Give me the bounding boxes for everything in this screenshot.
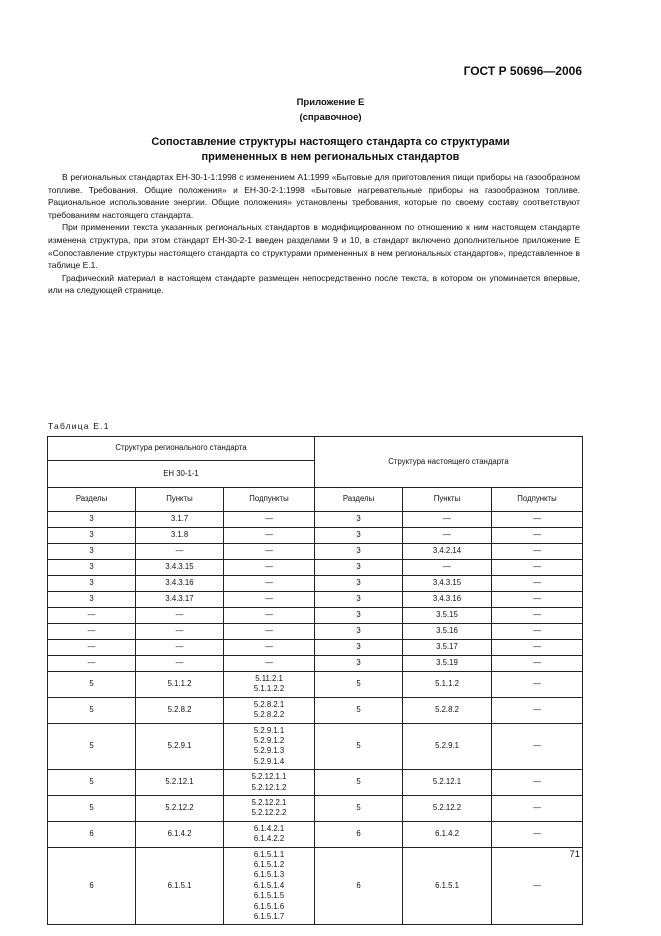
regional-subclause-cell: 5.11.2.1 5.1.1.2.2 [224,672,315,698]
regional-section-cell: 3 [48,576,136,592]
heading-line-1: Сопоставление структуры настоящего стандарта со структурами [151,136,510,148]
current-clause-cell: 5.2.8.2 [403,697,492,723]
regional-clause-cell: 3.1.7 [136,512,224,528]
current-section-cell: 5 [315,672,403,698]
regional-clause-cell: — [136,544,224,560]
current-section-cell: 5 [315,795,403,821]
current-clause-cell: 6.1.4.2 [403,821,492,847]
current-section-cell: 3 [315,608,403,624]
current-clause-cell: — [403,512,492,528]
table-row [48,821,583,847]
column-header: Пункты [136,488,224,512]
table-row [48,592,583,608]
regional-subclause-cell: 6.1.4.2.1 6.1.4.2.2 [224,821,315,847]
current-clause-cell: 3.4.2.14 [403,544,492,560]
regional-section-cell: 5 [48,697,136,723]
regional-section-cell: — [48,608,136,624]
column-header: Подпункты [492,488,583,512]
current-section-cell: 5 [315,697,403,723]
regional-subclause-cell: — [224,608,315,624]
current-subclause-cell: — [492,723,583,770]
regional-section-cell: 5 [48,770,136,796]
table-row [48,656,583,672]
current-subclause-cell: — [492,770,583,796]
table-row [48,640,583,656]
regional-clause-cell: 5.2.8.2 [136,697,224,723]
current-subclause-cell: — [492,560,583,576]
paragraph: В региональных стандартах ЕН-30-1-1:1998 с изменением А1:1999 «Бытовые для приготовления пищи приборы на газообразном топливе. Требования. Общие положения» и ЕН-30-2-1:1998 «Бытовые нагревательные приборы на газообразном топливе. Рациональное использование энергии. Общие положения» установлены требования, которые по своему составу соответствуют требованиям настоящего стандарта. [48,172,580,220]
regional-section-cell: 6 [48,821,136,847]
regional-subclause-cell: — [224,544,315,560]
current-subclause-cell: — [492,544,583,560]
paragraph: При применении текста указанных региональных стандартов в модифицированном по отношению к ним настоящем стандарте изменена структура, при этом стандарт ЕН-30-2-1 введен разделами 9 и 10, в стандарт включено дополнительное приложение Е «Сопоставление структуры настоящего стандарта со структурами примененных в нем региональных стандартов», представленное в таблице Е.1. [48,222,580,271]
current-subclause-cell: — [492,656,583,672]
current-clause-cell: 3.5.19 [403,656,492,672]
current-section-cell: 5 [315,770,403,796]
regional-clause-cell: — [136,608,224,624]
section-heading [0,135,661,165]
current-clause-cell: 3.5.16 [403,624,492,640]
current-section-cell: 6 [315,847,403,925]
column-header: Подпункты [224,488,315,512]
table-row [48,847,583,925]
regional-section-cell: 5 [48,672,136,698]
table-row [48,560,583,576]
page-number: 71 [569,849,580,860]
regional-section-cell: 5 [48,723,136,770]
regional-standard-name: ЕН 30-1-1 [48,461,315,488]
heading-line-2: примененных в нем региональных стандартов [201,151,460,163]
regional-clause-cell: 3.4.3.15 [136,560,224,576]
column-header: Разделы [48,488,136,512]
current-clause-cell: — [403,528,492,544]
current-section-cell: 3 [315,592,403,608]
regional-clause-cell: — [136,640,224,656]
current-section-cell: 3 [315,544,403,560]
table-body [48,512,583,925]
table-row [48,672,583,698]
regional-clause-cell: 6.1.4.2 [136,821,224,847]
current-section-cell: 3 [315,528,403,544]
regional-section-cell: 3 [48,512,136,528]
regional-clause-cell: 6.1.5.1 [136,847,224,925]
current-clause-cell: — [403,560,492,576]
current-subclause-cell: — [492,697,583,723]
regional-clause-cell: 5.2.9.1 [136,723,224,770]
current-clause-cell: 3.5.15 [403,608,492,624]
current-subclause-cell: — [492,847,583,925]
regional-section-cell: — [48,656,136,672]
current-section-cell: 5 [315,723,403,770]
regional-subclause-cell: 5.2.9.1.1 5.2.9.1.2 5.2.9.1.3 5.2.9.1.4 [224,723,315,770]
table-row [48,608,583,624]
regional-clause-cell: — [136,624,224,640]
regional-section-cell: 3 [48,528,136,544]
regional-section-cell: 6 [48,847,136,925]
table-row [48,697,583,723]
column-header: Пункты [403,488,492,512]
current-section-cell: 6 [315,821,403,847]
current-clause-cell: 5.1.1.2 [403,672,492,698]
current-section-cell: 3 [315,560,403,576]
regional-section-cell: 3 [48,592,136,608]
regional-subclause-cell: 5.2.12.2.1 5.2.12.2.2 [224,795,315,821]
current-subclause-cell: — [492,640,583,656]
regional-section-cell: 3 [48,544,136,560]
structure-comparison-table [47,436,583,925]
table-row [48,512,583,528]
current-section-cell: 3 [315,656,403,672]
regional-clause-cell: — [136,656,224,672]
current-subclause-cell: — [492,592,583,608]
current-clause-cell: 3.4.3.16 [403,592,492,608]
regional-subclause-cell: — [224,624,315,640]
regional-subclause-cell: 6.1.5.1.1 6.1.5.1.2 6.1.5.1.3 6.1.5.1.4 6.1.5.1.5 6.1.5.1.6 6.1.5.1.7 [224,847,315,925]
table-row [48,723,583,770]
regional-subclause-cell: — [224,640,315,656]
regional-section-cell: — [48,624,136,640]
regional-structure-header: Структура регионального стандарта [48,437,315,461]
regional-subclause-cell: 5.2.12.1.1 5.2.12.1.2 [224,770,315,796]
regional-section-cell: 5 [48,795,136,821]
current-subclause-cell: — [492,624,583,640]
current-subclause-cell: — [492,608,583,624]
current-structure-header: Структура настоящего стандарта [315,437,583,488]
document-code: ГОСТ Р 50696—2006 [463,64,582,78]
regional-subclause-cell: — [224,560,315,576]
table-caption: Таблица Е.1 [48,421,110,431]
table-row [48,576,583,592]
regional-clause-cell: 5.2.12.2 [136,795,224,821]
regional-clause-cell: 3.4.3.17 [136,592,224,608]
column-header: Разделы [315,488,403,512]
current-section-cell: 3 [315,624,403,640]
table-row [48,544,583,560]
regional-subclause-cell: — [224,656,315,672]
current-section-cell: 3 [315,512,403,528]
regional-clause-cell: 5.2.12.1 [136,770,224,796]
current-subclause-cell: — [492,795,583,821]
current-clause-cell: 5.2.12.2 [403,795,492,821]
regional-subclause-cell: — [224,592,315,608]
regional-subclause-cell: — [224,512,315,528]
regional-subclause-cell: — [224,528,315,544]
current-clause-cell: 3.4.3.15 [403,576,492,592]
body-text [48,171,580,297]
paragraph: Графический материал в настоящем стандарте размещен непосредственно после текста, в котором он упоминается впервые, или на следующей странице. [48,272,580,296]
regional-subclause-cell: — [224,576,315,592]
table-row [48,795,583,821]
current-subclause-cell: — [492,672,583,698]
current-section-cell: 3 [315,576,403,592]
appendix-block [0,95,661,125]
current-section-cell: 3 [315,640,403,656]
current-subclause-cell: — [492,528,583,544]
current-clause-cell: 5.2.9.1 [403,723,492,770]
current-subclause-cell: — [492,576,583,592]
regional-clause-cell: 5.1.1.2 [136,672,224,698]
regional-clause-cell: 3.1.8 [136,528,224,544]
current-clause-cell: 6.1.5.1 [403,847,492,925]
current-subclause-cell: — [492,512,583,528]
table-row [48,770,583,796]
regional-subclause-cell: 5.2.8.2.1 5.2.8.2.2 [224,697,315,723]
appendix-title: Приложение Е [296,97,365,108]
regional-section-cell: — [48,640,136,656]
regional-clause-cell: 3.4.3.16 [136,576,224,592]
current-clause-cell: 5.2.12.1 [403,770,492,796]
appendix-subtitle: (справочное) [299,112,362,123]
table-row [48,528,583,544]
table-row [48,624,583,640]
regional-section-cell: 3 [48,560,136,576]
current-clause-cell: 3.5.17 [403,640,492,656]
current-subclause-cell: — [492,821,583,847]
